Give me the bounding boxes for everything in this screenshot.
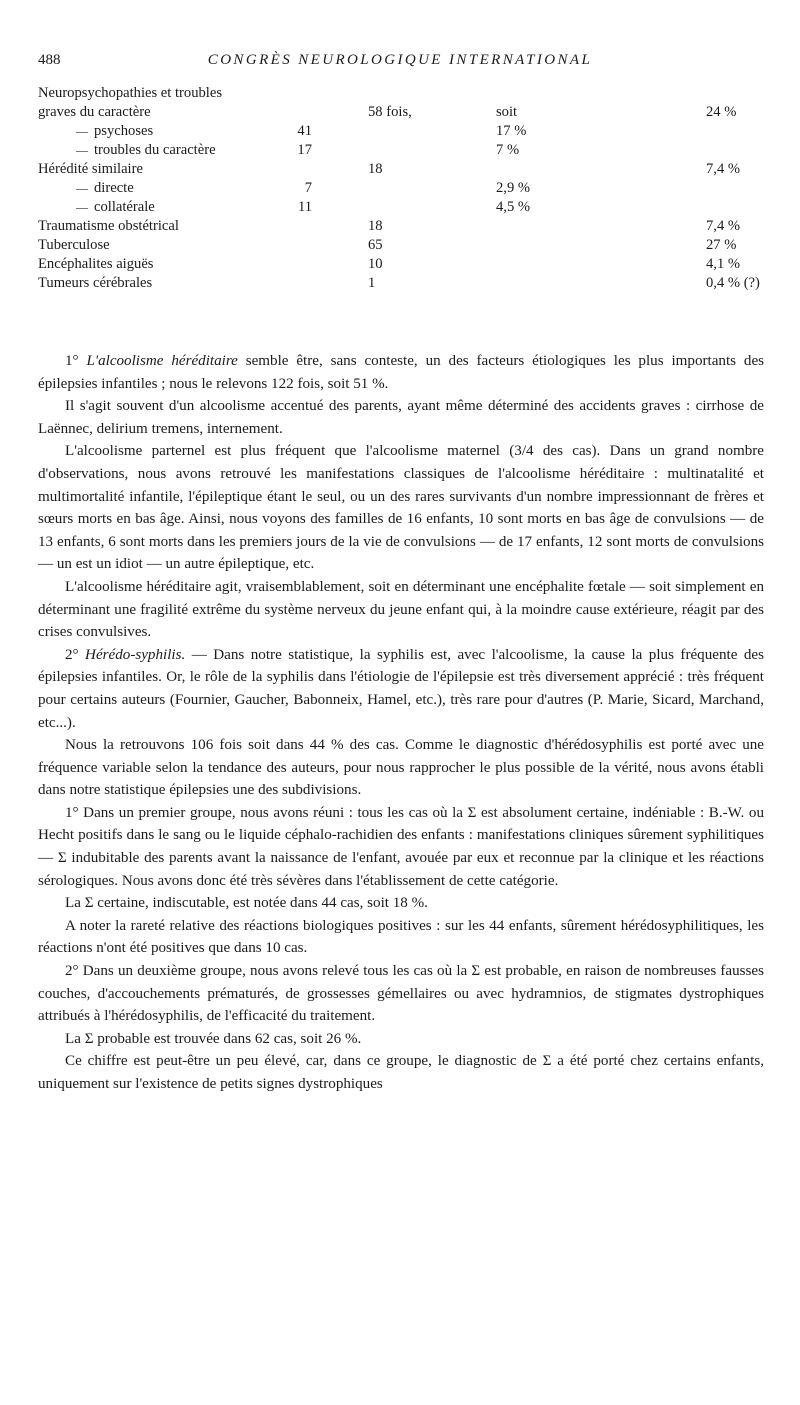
stat-value-c4: 0,4 % (?) — [706, 275, 760, 291]
paragraph — [38, 395, 764, 440]
stat-value-c2: 65 — [368, 237, 383, 253]
stat-row — [38, 160, 778, 179]
paragraph-text: A noter la rareté relative des réactions biologiques positives : sur les 44 enfants, sûrement hérédosyphilitiques, les réactions n'ont été positives que dans 10 cas. — [38, 917, 764, 957]
paragraph-text: L'alcoolisme parternel est plus fréquent que l'alcoolisme maternel (3/4 des cas). Dans un grand nombre d'observations, nous avons retrouvé les manifestations classiques de l'alcoolisme héréditaire : multinatalité et multimortalité infantile, l'épileptique étant le seul, ou un des rares survivants d'un nombre impressionnant de frères et sœurs morts en bas âge. Ainsi, nous voyons des familles de 16 enfants, 10 sont morts en bas âge de convulsions — de 13 enfants, 6 sont morts dans les premiers jours de la vie de convulsions — de 17 enfants, 12 sont morts de convulsions — un est un idiot — un autre épileptique, etc. — [38, 443, 764, 573]
page-number: 488 — [38, 52, 61, 68]
stat-value-c4: 24 % — [706, 104, 737, 120]
paragraph — [38, 644, 764, 734]
paragraph-lead: 2° — [65, 646, 86, 663]
stat-label: Tumeurs cérébrales — [38, 275, 153, 291]
paragraph-heading: L'alcoolisme héréditaire — [86, 353, 238, 369]
body-text — [38, 350, 764, 1096]
paragraph — [38, 350, 764, 395]
stat-value-c2: 58 fois, — [368, 104, 412, 120]
paragraph-lead: 1° — [65, 353, 87, 369]
stat-value-c4: 7,4 % — [706, 161, 741, 177]
paragraph — [38, 1028, 764, 1051]
stat-row — [38, 236, 778, 255]
paragraph-text: L'alcoolisme héréditaire agit, vraisemblablement, soit en déterminant une encéphalite fœtale — soit simplement en déterminant une fragilité extrême du système nerveux du jeune enfant qui, à la moindre cause extérieure, réagit par des crises convulsives. — [38, 578, 764, 641]
paragraph — [38, 802, 764, 892]
paragraph-text: La Σ probable est trouvée dans 62 cas, soit 26 %. — [65, 1030, 362, 1047]
stat-value-c1: 41 — [297, 123, 312, 139]
page-header — [38, 52, 762, 78]
stat-label: Neuropsychopathies et troubles — [38, 85, 222, 101]
paragraph-text: — Dans notre statistique, la syphilis est, avec l'alcoolisme, la cause la plus fréquente des épilepsies infantiles. Or, le rôle de la syphilis dans l'étiologie de l'épilepsie est très diversement apprécié : très fréquent pour certains auteurs (Fournier, Gaucher, Babonneix, Hamel, etc.), très rare pour d'autres (P. Marie, Sicard, Marchand, etc...). — [38, 646, 764, 731]
stat-label: Tuberculose — [38, 237, 110, 253]
stat-row — [38, 84, 778, 103]
stat-value-c1: 7 — [304, 180, 312, 196]
stat-row — [38, 122, 778, 141]
paragraph — [38, 915, 764, 960]
stat-value-c3: soit — [496, 104, 518, 120]
stat-value-c3: 17 % — [496, 123, 527, 139]
stat-value-c4: 7,4 % — [706, 218, 741, 234]
stat-value-c3: 2,9 % — [496, 180, 531, 196]
stat-row — [38, 255, 778, 274]
paragraph — [38, 576, 764, 644]
stat-value-c2: 18 — [368, 161, 383, 177]
stat-value-c2: 18 — [368, 218, 383, 234]
paragraph-text: Ce chiffre est peut-être un peu élevé, car, dans ce groupe, le diagnostic de Σ a été porté chez certains enfants, uniquement sur l'existence de petits signes dystrophiques — [38, 1053, 764, 1092]
brace-mark: — — [76, 200, 88, 214]
paragraph — [38, 440, 764, 576]
paragraph-text: Il s'agit souvent d'un alcoolisme accentué des parents, ayant même déterminé des accidents graves : cirrhose de Laënnec, delirium tremens, internement. — [38, 398, 764, 437]
paragraph — [38, 960, 764, 1028]
paragraph — [38, 892, 764, 915]
stat-label: graves du caractère — [38, 104, 151, 120]
paragraph-text: 1° Dans un premier groupe, nous avons réuni : tous les cas où la Σ est absolument certaine, indéniable : B.-W. ou Hecht positifs dans le sang ou le liquide céphalo-rachidien des enfants : manifestations cliniques sûrement syphilitiques — Σ indubitable des parents avant la naissance de l'enfant, avouée par eux et reconnue par la clinique et les réactions sérologiques. Nous avons donc été très sévères dans l'établissement de cette catégorie. — [38, 804, 764, 889]
stat-value-c3: 7 % — [496, 142, 520, 158]
paragraph-text: 2° Dans un deuxième groupe, nous avons relevé tous les cas où la Σ est probable, en raison de nombreuses fausses couches, d'accouchements prématurés, de grossesses gémellaires ou avec hydramnios, de stigmates dystrophiques attribués à l'hérédosyphilis, de l'efficacité du traitement. — [38, 963, 764, 1025]
paragraph — [38, 734, 764, 802]
stat-value-c2: 10 — [368, 256, 383, 272]
brace-mark: — — [76, 181, 88, 195]
running-title: CONGRÈS NEUROLOGIQUE INTERNATIONAL — [207, 52, 593, 68]
stat-label: psychoses — [94, 123, 154, 139]
statistics-table — [38, 84, 778, 332]
paragraph-text: La Σ certaine, indiscutable, est notée dans 44 cas, soit 18 %. — [65, 895, 428, 912]
stat-row — [38, 217, 778, 236]
stat-row — [38, 198, 778, 217]
paragraph-text: Nous la retrouvons 106 fois soit dans 44 % des cas. Comme le diagnostic d'hérédosyphilis est porté avec une fréquence variable selon la tendance des auteurs, pour nous rapprocher le plus possible de la vérité, nous avons établi dans notre statistique épilepsies une des subdivisions. — [38, 737, 764, 799]
paragraph-text: semble être, sans conteste, un des facteurs étiologiques les plus importants des épilepsies infantiles ; nous le relevons 122 fois, soit 51 %. — [38, 353, 765, 392]
stat-row — [38, 103, 778, 122]
stat-value-c4: 27 % — [706, 237, 737, 253]
stat-row — [38, 274, 778, 293]
paragraph-heading: Hérédo-syphilis. — [85, 646, 186, 663]
stat-value-c2: 1 — [368, 275, 376, 291]
stat-label: troubles du caractère — [94, 142, 216, 158]
stat-row — [38, 179, 778, 198]
stat-value-c1: 17 — [297, 142, 312, 158]
brace-mark: — — [76, 143, 88, 157]
stat-label: Hérédité similaire — [38, 161, 143, 177]
stat-label: Encéphalites aiguës — [38, 256, 154, 272]
paragraph — [38, 1050, 764, 1095]
brace-mark: — — [76, 124, 88, 138]
stat-value-c3: 4,5 % — [496, 199, 531, 215]
stat-label: collatérale — [94, 199, 155, 215]
stat-value-c4: 4,1 % — [706, 256, 741, 272]
stat-label: Traumatisme obstétrical — [38, 218, 179, 234]
stat-label: directe — [94, 180, 134, 196]
stat-row — [38, 141, 778, 160]
stat-value-c1: 11 — [297, 199, 312, 215]
